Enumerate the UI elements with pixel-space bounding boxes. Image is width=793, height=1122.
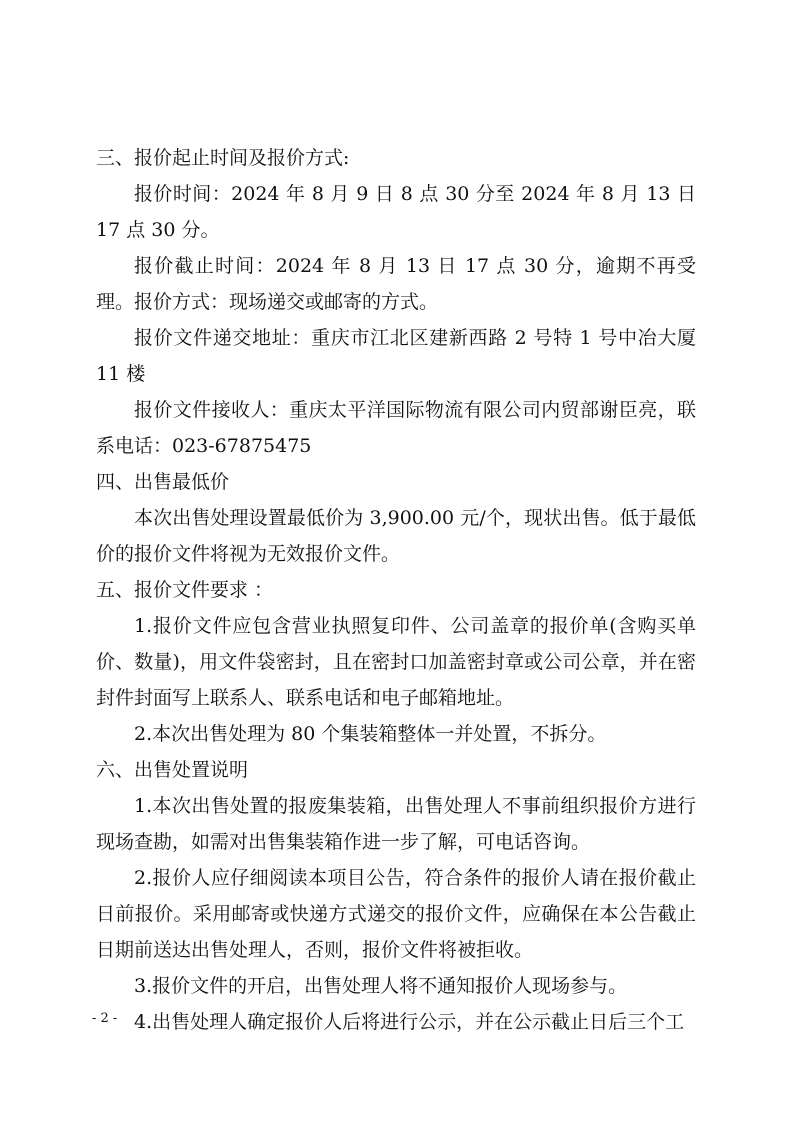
section-4-heading: 四、出售最低价 <box>96 471 230 493</box>
requirement-2-paragraph: 2.本次出售处理为 80 个集装箱整体一并处置，不拆分。 <box>134 723 607 745</box>
minimum-price-paragraph: 本次出售处理设置最低价为 3,900.00 元/个，现状出售。低于最低价的报价文件将视为无效报价文件。 <box>96 507 696 565</box>
section-3-heading: 三、报价起止时间及报价方式: <box>96 147 350 169</box>
recipient-paragraph: 报价文件接收人：重庆太平洋国际物流有限公司内贸部谢臣亮，联系电话：023-67875475 <box>96 399 696 457</box>
requirement-1-paragraph: 1.报价文件应包含营业执照复印件、公司盖章的报价单(含购买单价、数量)，用文件袋密封，且在密封口加盖密封章或公司公章，并在密封件封面写上联系人、联系电话和电子邮箱地址。 <box>96 615 696 709</box>
note-1-paragraph: 1.本次出售处置的报废集装箱，出售处理人不事前组织报价方进行现场查勘，如需对出售集装箱作进一步了解，可电话咨询。 <box>96 795 696 853</box>
section-6-heading: 六、出售处置说明 <box>96 759 249 781</box>
quote-deadline-paragraph: 报价截止时间：2024 年 8 月 13 日 17 点 30 分，逾期不再受理。 <box>96 255 696 313</box>
section-5-heading: 五、报价文件要求 ： <box>96 579 274 601</box>
note-4-paragraph: 4.出售处理人确定报价人后将进行公示，并在公示截止日后三个工 <box>134 1011 685 1033</box>
note-2-paragraph: 2.报价人应仔细阅读本项目公告，符合条件的报价人请在报价截止日前报价。采用邮寄或快递方式递交的报价文件，应确保在本公告截止日期前送达出售处理人，否则，报价文件将被拒收。 <box>96 867 696 961</box>
quote-method-paragraph: 报价方式：现场递交或邮寄的方式。 <box>134 291 439 313</box>
submission-address-paragraph: 报价文件递交地址：重庆市江北区建新西路 2 号特 1 号中冶大厦 11 楼 <box>96 327 696 385</box>
quote-time-paragraph: 报价时间：2024 年 8 月 9 日 8 点 30 分至 2024 年 8 月 13 日 17 点 30 分。 <box>96 183 696 241</box>
note-3-paragraph: 3.报价文件的开启，出售处理人将不通知报价人现场参与。 <box>134 975 628 997</box>
page-number: - 2 - <box>92 1011 118 1026</box>
